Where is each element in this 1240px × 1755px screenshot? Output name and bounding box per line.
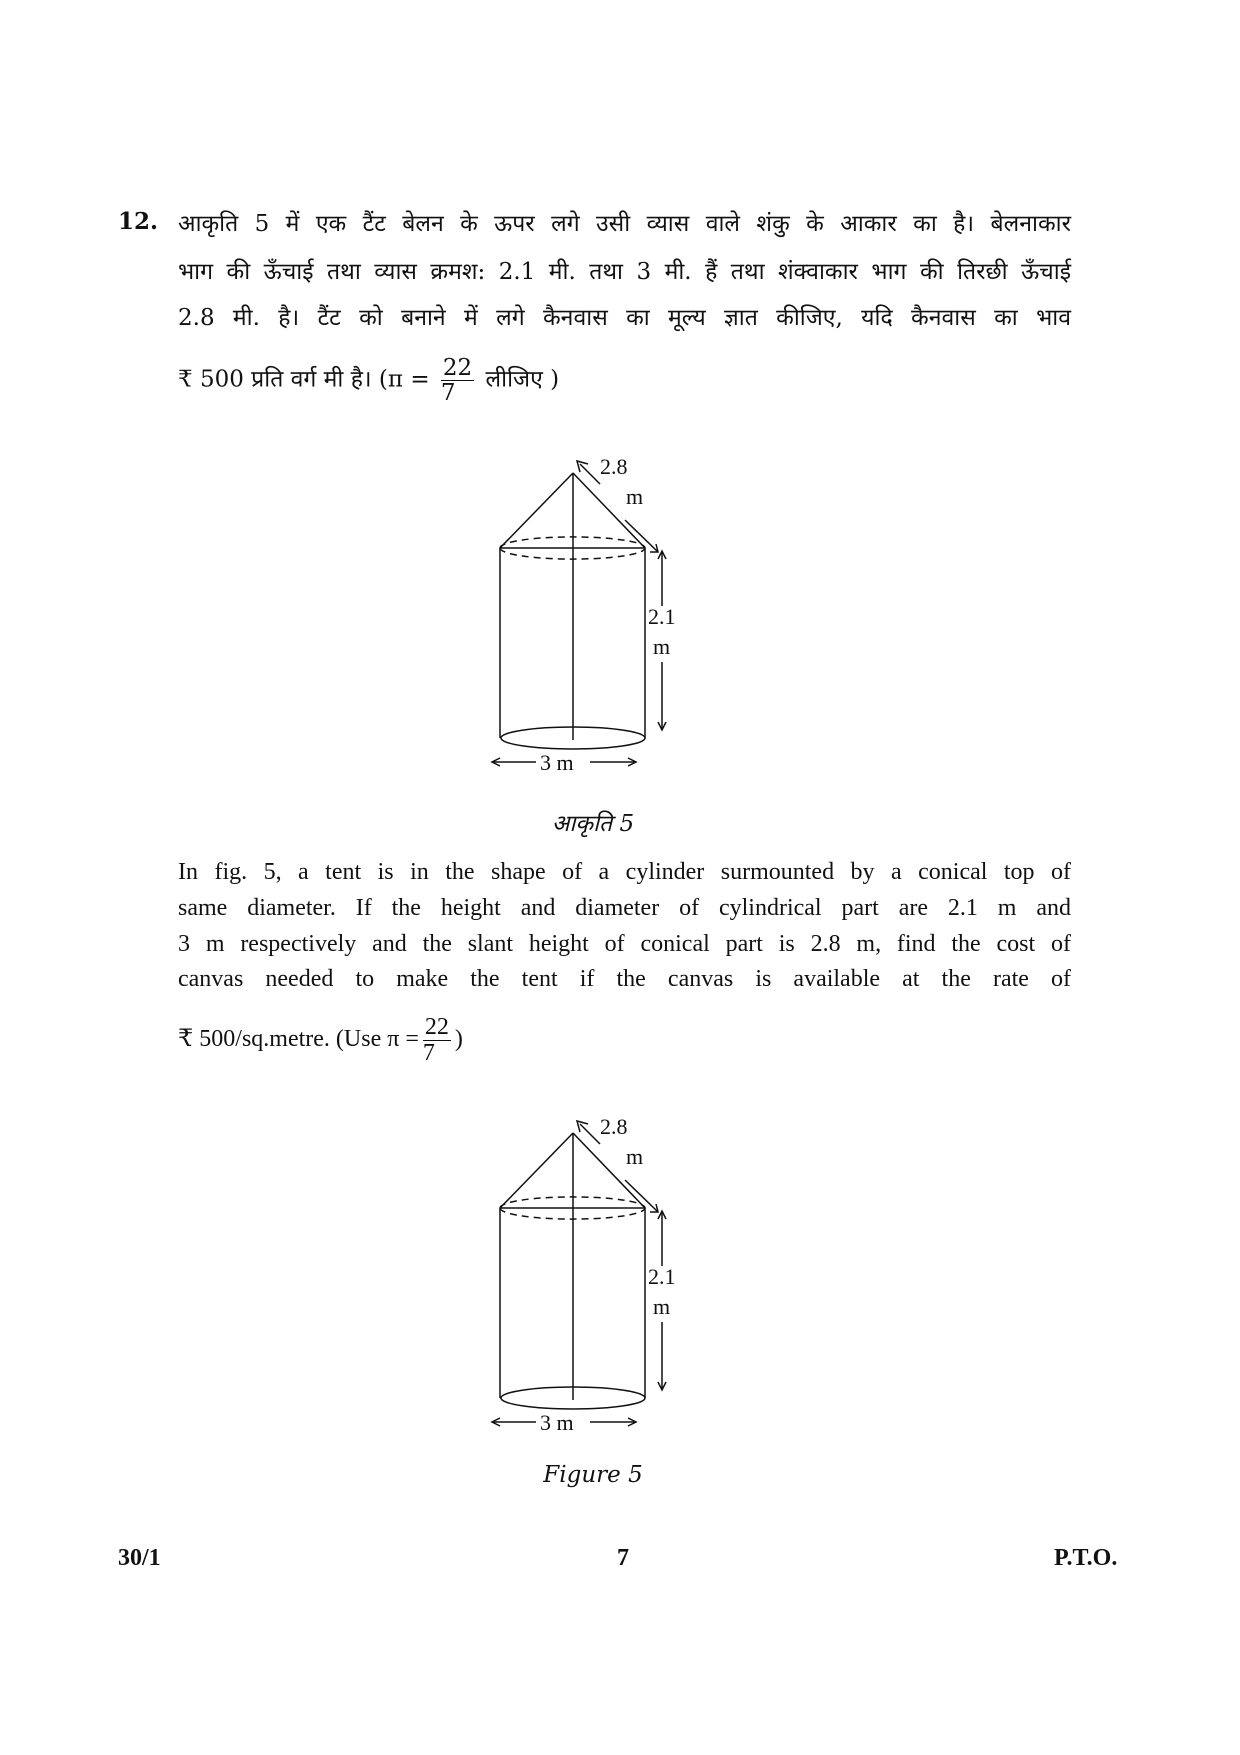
hindi-rate-text: ₹ 500 प्रति वर्ग मी है। (π = [178, 366, 430, 393]
pi-fraction [441, 356, 474, 405]
height-unit-en: m [653, 1294, 671, 1319]
slant-height-unit: m [626, 484, 644, 509]
pi-denominator: 7 [440, 380, 456, 407]
hindi-line-2: भाग की ऊँचाई तथा व्यास क्रमश: 2.1 मी. तथा 3 मी. हैं तथा शंक्वाकार भाग की तिरछी ऊँचाई [178, 259, 1071, 285]
english-line-2: same diameter. If the height and diameter of cylindrical part are 2.1 m and [178, 895, 1071, 921]
slant-height-value: 2.8 [600, 454, 628, 479]
figure-english [440, 1100, 740, 1440]
figure-hindi [440, 440, 740, 780]
english-rate-text: ₹ 500/sq.metre. (Use π = [178, 1026, 419, 1053]
paper-code: 30/1 [118, 1545, 161, 1571]
hindi-line-3: 2.8 मी. है। टैंट को बनाने में लगे कैनवास का मूल्य ज्ञात कीजिए, यदि कैनवास का भाव [178, 305, 1071, 331]
page-number: 7 [617, 1545, 629, 1571]
pi-denominator-english: 7 [422, 1040, 435, 1067]
figure-caption-hindi: आकृति 5 [551, 811, 635, 837]
english-close-paren: ) [454, 1026, 463, 1053]
english-line-5 [178, 1015, 1071, 1066]
pi-numerator: 22 [442, 355, 473, 381]
english-line-4: canvas needed to make the tent if the canvas is available at the rate of [178, 966, 1071, 992]
height-unit: m [653, 634, 671, 659]
slant-height-value-en: 2.8 [600, 1114, 628, 1139]
diameter-label: 3 m [540, 750, 574, 775]
height-value: 2.1 [648, 604, 676, 629]
english-line-3: 3 m respectively and the slant height of conical part is 2.8 m, find the cost of [178, 931, 1071, 957]
hindi-line-1: आकृति 5 में एक टैंट बेलन के ऊपर लगे उसी व्यास वाले शंकु के आकार का है। बेलनाकार [178, 211, 1071, 237]
hindi-line-4 [178, 356, 1071, 405]
diameter-label-en: 3 m [540, 1410, 574, 1435]
question-number: 12. [118, 208, 159, 235]
pi-fraction-english [423, 1015, 451, 1066]
figure-caption-english: Figure 5 [543, 1462, 643, 1488]
height-value-en: 2.1 [648, 1264, 676, 1289]
please-turn-over: P.T.O. [1054, 1545, 1118, 1571]
pi-numerator-english: 22 [424, 1014, 449, 1040]
slant-height-unit-en: m [626, 1144, 644, 1169]
english-line-1: In fig. 5, a tent is in the shape of a cylinder surmounted by a conical top of [178, 859, 1071, 885]
hindi-use-text: लीजिए ) [485, 366, 560, 393]
